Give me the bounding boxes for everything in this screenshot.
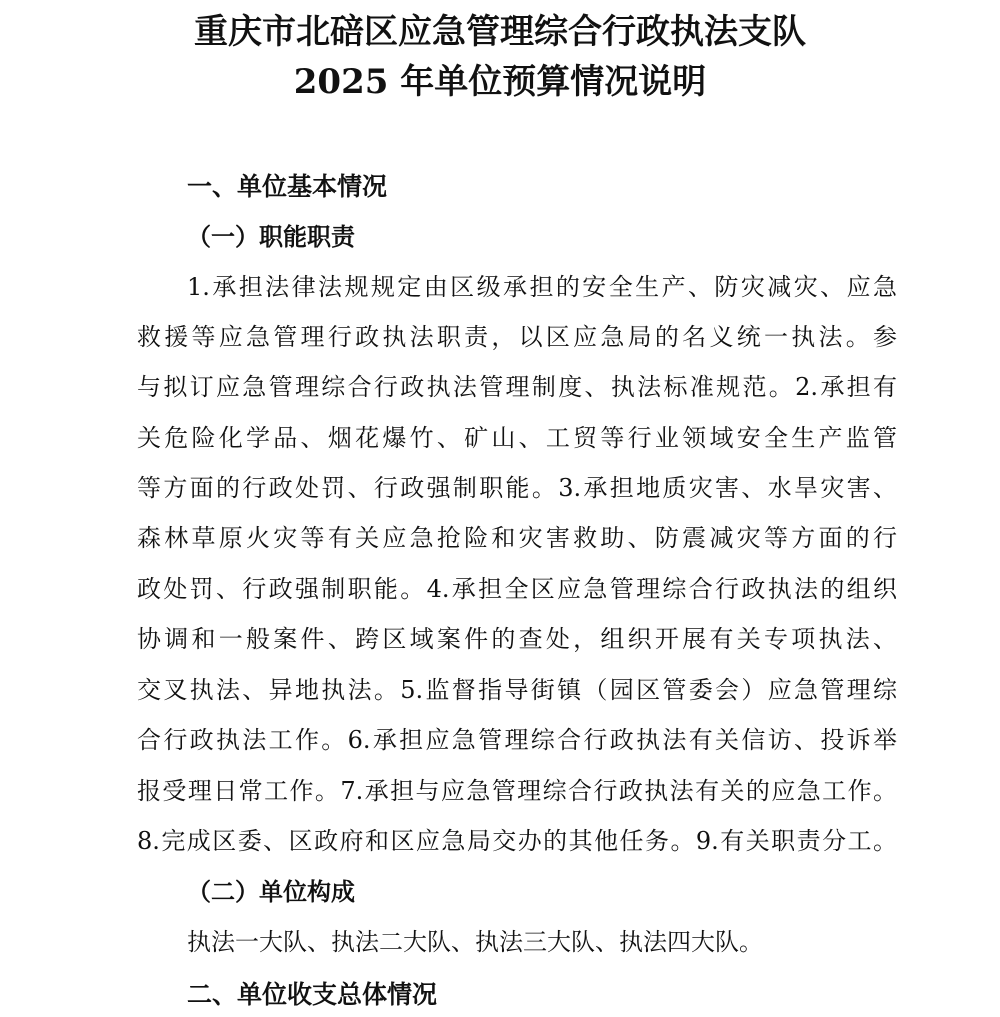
section-heading-basic-info: 一、单位基本情况 (187, 172, 388, 201)
duties-paragraph-line: 8.完成区委、区政府和区应急局交办的其他任务。9.有关职责分工。 (137, 827, 897, 855)
section-heading-budget-overview: 二、单位收支总体情况 (187, 980, 438, 1009)
subsection-heading-composition: （二）单位构成 (187, 877, 355, 906)
duties-paragraph-line: 森林草原火灾等有关应急抢险和灾害救助、防震减灾等方面的行 (137, 524, 897, 552)
duties-paragraph-line: 协调和一般案件、跨区域案件的查处，组织开展有关专项执法、 (137, 625, 897, 653)
document-title-line-2: 2025 年单位预算情况说明 (293, 62, 707, 102)
duties-paragraph-line: 与拟订应急管理综合行政执法管理制度、执法标准规范。2.承担有 (137, 373, 897, 401)
subsection-heading-duties: （一）职能职责 (187, 222, 355, 251)
duties-paragraph-line: 合行政执法工作。6.承担应急管理综合行政执法有关信访、投诉举 (137, 726, 897, 754)
duties-paragraph-line: 救援等应急管理行政执法职责，以区应急局的名义统一执法。参 (137, 323, 897, 351)
duties-paragraph-line: 报受理日常工作。7.承担与应急管理综合行政执法有关的应急工作。 (137, 777, 897, 805)
duties-paragraph-line: 交叉执法、异地执法。5.监督指导街镇（园区管委会）应急管理综 (137, 676, 897, 704)
composition-paragraph: 执法一大队、执法二大队、执法三大队、执法四大队。 (187, 928, 763, 956)
duties-paragraph-line: 政处罚、行政强制职能。4.承担全区应急管理综合行政执法的组织 (137, 575, 897, 603)
duties-paragraph-line: 关危险化学品、烟花爆竹、矿山、工贸等行业领域安全生产监管 (137, 424, 897, 452)
duties-paragraph-line: 1.承担法律法规规定由区级承担的安全生产、防灾减灾、应急 (187, 273, 897, 301)
document-title-line-1: 重庆市北碚区应急管理综合行政执法支队 (194, 12, 806, 52)
duties-paragraph-line: 等方面的行政处罚、行政强制职能。3.承担地质灾害、水旱灾害、 (137, 474, 897, 502)
